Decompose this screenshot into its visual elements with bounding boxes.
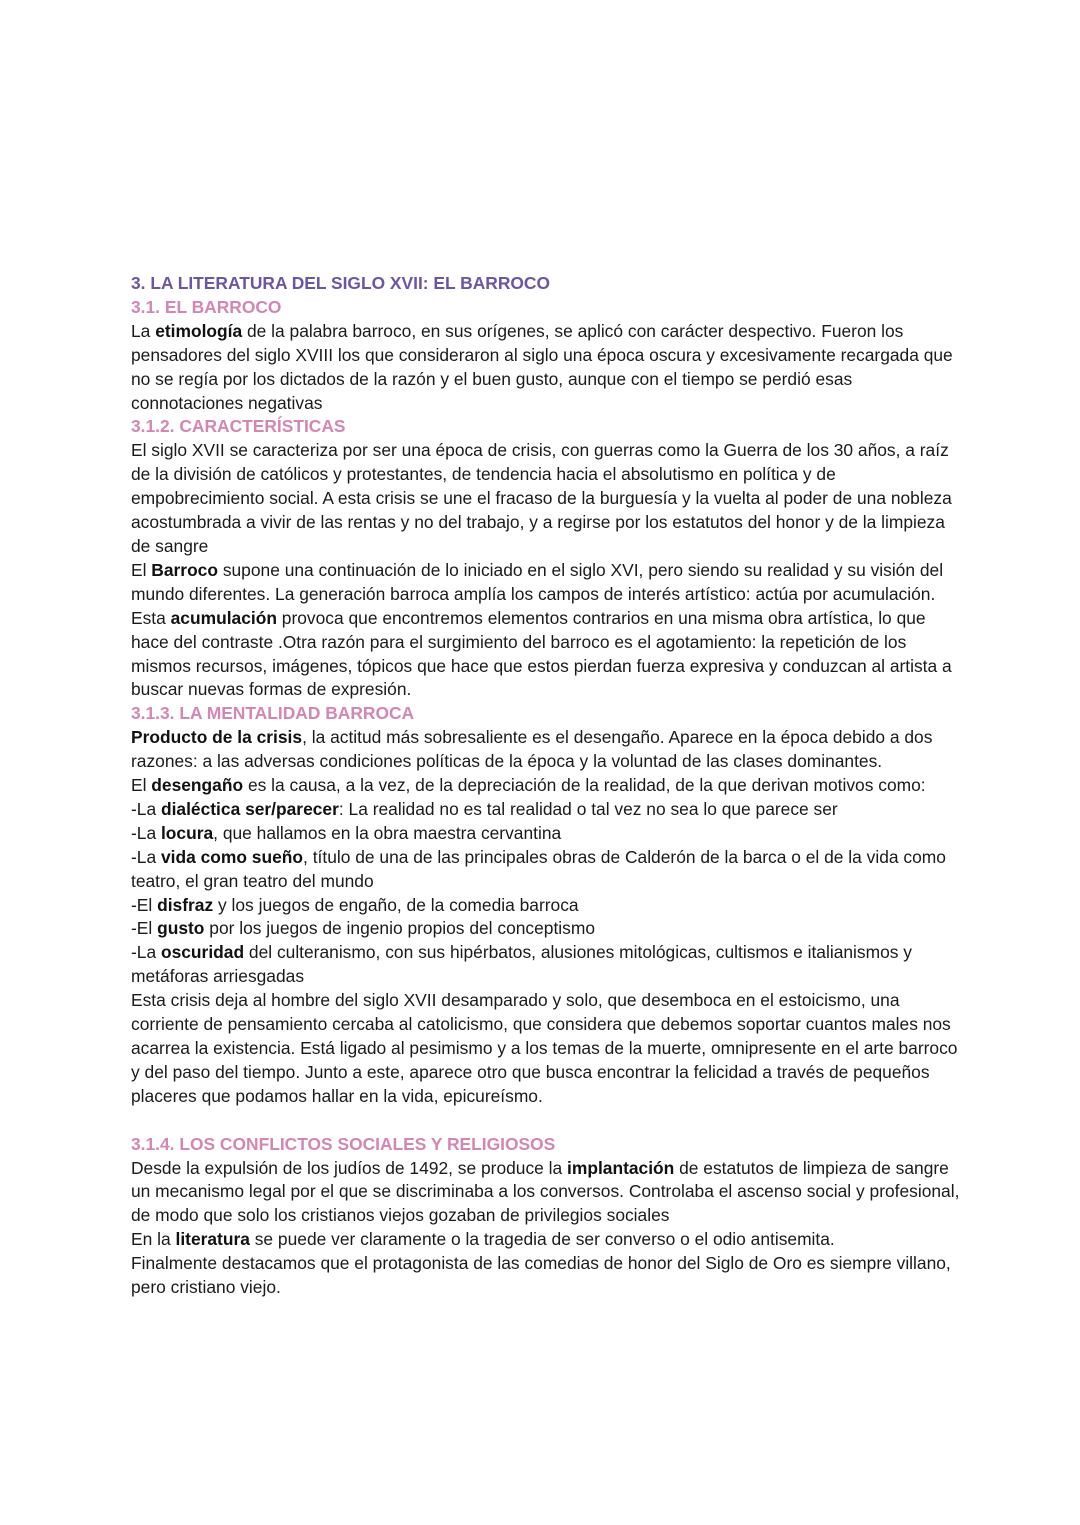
- list-item: -La vida como sueño, título de una de las principales obras de Calderón de la barca o el de la vida como teatro, el gran teatro del mundo: [131, 846, 946, 891]
- subsection-mentalidad-heading: 3.1.3. LA MENTALIDAD BARROCA: [131, 703, 415, 724]
- paragraph-conclusion: Finalmente destacamos que el protagonista de las comedias de honor del Siglo de Oro es siempre villano, pero cristiano viejo.: [131, 1253, 951, 1298]
- list-item: -La dialéctica ser/parecer: La realidad no es tal realidad o tal vez no sea lo que parece ser: [131, 798, 838, 819]
- spacer: [131, 1109, 961, 1133]
- list-item: -El disfraz y los juegos de engaño, de la comedia barroca: [131, 894, 579, 915]
- paragraph-producto-crisis: Producto de la crisis, la actitud más sobresaliente es el desengaño. Aparece en la época debido a dos razones: a las adversas condiciones políticas de la época y la voluntad de las clases dominantes.: [131, 727, 933, 772]
- paragraph-etimologia: La etimología de la palabra barroco, en sus orígenes, se aplicó con carácter despectivo. Fueron los pensadores del siglo XVIII los que consideraron al siglo una época oscura y excesivamente recargada que no se regía por los dictados de la razón y el buen gusto, aunque con el tiempo se perdió esas connotaciones negativas: [131, 320, 953, 413]
- paragraph-crisis: El siglo XVII se caracteriza por ser una época de crisis, con guerras como la Guerra de los 30 años, a raíz de la división de católicos y protestantes, de tendencia hacia el absolutismo en política y de empobrecimiento social. A esta crisis se une el fracaso de la burguesía y la vuelta al poder de una nobleza acostumbrada a vivir de las rentas y no del trabajo, y a regirse por los estatutos del honor y de la limpieza de sangre: [131, 440, 952, 556]
- paragraph-estoicismo: Esta crisis deja al hombre del siglo XVII desamparado y solo, que desemboca en el estoicismo, una corriente de pensamiento cercaba al catolicismo, que considera que debemos soportar cuantos males nos acarrea la existencia. Está ligado al pesimismo y a los temas de la muerte, omnipresente en el arte barroco y del paso del tiempo. Junto a este, aparece otro que busca encontrar la felicidad a través de pequeños placeres que podamos hallar en la vida, epicureísmo.: [131, 990, 958, 1106]
- list-item: -El gusto por los juegos de ingenio propios del conceptismo: [131, 918, 596, 939]
- paragraph-barroco: El Barroco supone una continuación de lo iniciado en el siglo XVI, pero siendo su realidad y su visión del mundo diferentes. La generación barroca amplía los campos de interés artístico: actúa por acumulación. Esta acumulación provoca que encontremos elementos contrarios en una misma obra artística, lo que hace del contraste .Otra razón para el surgimiento del barroco es el agotamiento: la repetición de los mismos recursos, imágenes, tópicos que hace que estos pierdan fuerza expresiva y conduzcan al artista a buscar nuevas formas de expresión.: [131, 559, 952, 700]
- paragraph-literatura: En la literatura se puede ver claramente o la tragedia de ser converso o el odio antisemita.: [131, 1229, 835, 1250]
- list-item: -La locura, que hallamos en la obra maestra cervantina: [131, 822, 562, 843]
- section-title: 3. LA LITERATURA DEL SIGLO XVII: EL BARROCO: [131, 273, 551, 293]
- document-content: [131, 272, 961, 1300]
- subsection-caracteristicas-heading: 3.1.2. CARACTERÍSTICAS: [131, 416, 346, 437]
- list-item: -La oscuridad del culteranismo, con sus hipérbatos, alusiones mitológicas, cultismos e italianismos y metáforas arriesgadas: [131, 942, 912, 987]
- subsection-conflictos-heading: 3.1.4. LOS CONFLICTOS SOCIALES Y RELIGIOSOS: [131, 1133, 556, 1154]
- subsection-barroco-heading: 3.1. EL BARROCO: [131, 296, 282, 317]
- paragraph-desengano: El desengaño es la causa, a la vez, de la depreciación de la realidad, de la que derivan motivos como:: [131, 775, 926, 796]
- paragraph-implantacion: Desde la expulsión de los judíos de 1492, se produce la implantación de estatutos de limpieza de sangre un mecanismo legal por el que se discriminaba a los conversos. Controlaba el ascenso social y profesional, de modo que solo los cristianos viejos gozaban de privilegios sociales: [131, 1157, 960, 1226]
